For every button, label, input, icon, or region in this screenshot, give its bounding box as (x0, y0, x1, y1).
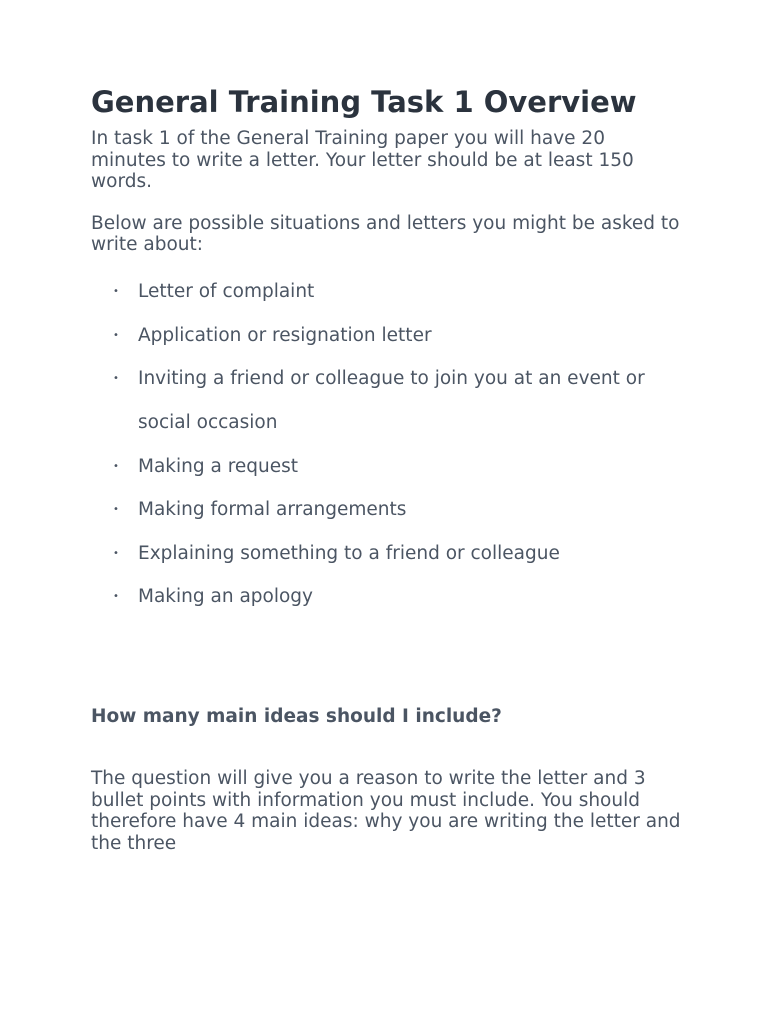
list-item-text: Application or resignation letter (138, 324, 432, 346)
situations-list (91, 270, 681, 619)
list-item (91, 445, 681, 489)
page-title: General Training Task 1 Overview (91, 85, 637, 119)
section-heading: How many main ideas should I include? (91, 706, 502, 727)
list-item-text: Making an apology (138, 586, 313, 607)
list-item-text: Making formal arrangements (138, 499, 407, 520)
intro-paragraph: In task 1 of the General Training paper you will have 20 minutes to write a letter. Your letter should be at least 150 words. (91, 128, 634, 192)
list-item-text: Inviting a friend or colleague to join you at an event or social occasion (138, 368, 645, 433)
list-item (91, 314, 681, 358)
list-item-text: Letter of complaint (138, 281, 315, 302)
bullet-icon: • (113, 286, 119, 297)
bullet-icon: • (113, 504, 119, 515)
section-body-paragraph: The question will give you a reason to write the letter and 3 bullet points with information you must include. You should therefore have 4 main ideas: why you are writing the letter and the three (91, 768, 681, 854)
list-item-text: Explaining something to a friend or colleague (138, 542, 560, 564)
bullet-icon: • (113, 547, 119, 559)
list-item (91, 357, 681, 445)
list-item (91, 270, 681, 314)
bullet-icon: • (113, 329, 119, 341)
bullet-icon: • (113, 460, 119, 472)
list-item (91, 532, 681, 576)
list-item (91, 488, 681, 532)
bullet-icon: • (113, 373, 119, 384)
lead-in-paragraph: Below are possible situations and letters you might be asked to write about: (91, 212, 680, 255)
bullet-icon: • (113, 591, 119, 602)
list-item-text: Making a request (138, 455, 299, 477)
document-content (91, 86, 681, 854)
list-item (91, 575, 681, 619)
